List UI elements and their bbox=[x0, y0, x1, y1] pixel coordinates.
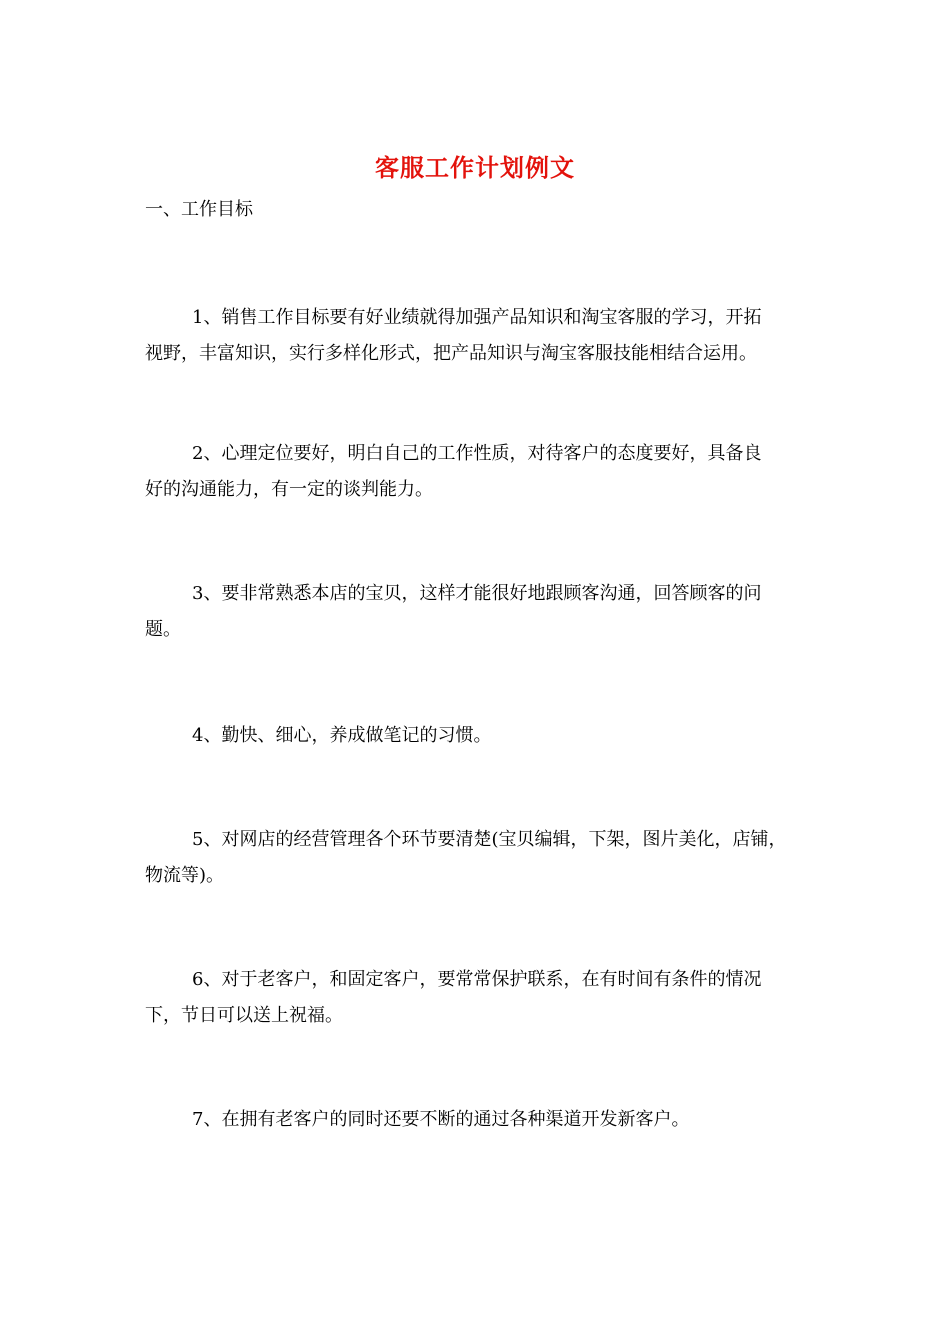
paragraph-line: 6、对于老客户，和固定客户，要常常保护联系，在有时间有条件的情况 bbox=[192, 969, 762, 990]
paragraph-line: 题。 bbox=[145, 619, 181, 640]
paragraph-line: 下，节日可以送上祝福。 bbox=[145, 1005, 343, 1026]
paragraph-1 bbox=[145, 300, 810, 372]
paragraph-7 bbox=[145, 1102, 810, 1138]
paragraph-line: 2、心理定位要好，明白自己的工作性质，对待客户的态度要好，具备良 bbox=[192, 443, 762, 464]
paragraph-line: 物流等)。 bbox=[145, 865, 225, 886]
paragraph-line: 好的沟通能力，有一定的谈判能力。 bbox=[145, 479, 433, 500]
paragraph-line: 4、勤快、细心，养成做笔记的习惯。 bbox=[192, 725, 492, 746]
paragraph-5 bbox=[145, 822, 810, 894]
paragraph-2 bbox=[145, 436, 810, 508]
paragraph-6 bbox=[145, 962, 810, 1034]
paragraph-line: 3、要非常熟悉本店的宝贝，这样才能很好地跟顾客沟通，回答顾客的问 bbox=[192, 583, 762, 604]
paragraph-line: 视野，丰富知识，实行多样化形式，把产品知识与淘宝客服技能相结合运用。 bbox=[145, 343, 757, 364]
paragraph-line: 1、销售工作目标要有好业绩就得加强产品知识和淘宝客服的学习，开拓 bbox=[192, 307, 762, 328]
paragraph-3 bbox=[145, 576, 810, 648]
paragraph-4 bbox=[145, 718, 810, 754]
paragraph-line: 7、在拥有老客户的同时还要不断的通过各种渠道开发新客户。 bbox=[192, 1109, 690, 1130]
document-title: 客服工作计划例文 bbox=[375, 153, 575, 182]
paragraph-line: 5、对网店的经营管理各个环节要清楚(宝贝编辑，下架，图片美化，店铺， bbox=[192, 829, 787, 850]
section-heading: 一、工作目标 bbox=[145, 199, 253, 220]
